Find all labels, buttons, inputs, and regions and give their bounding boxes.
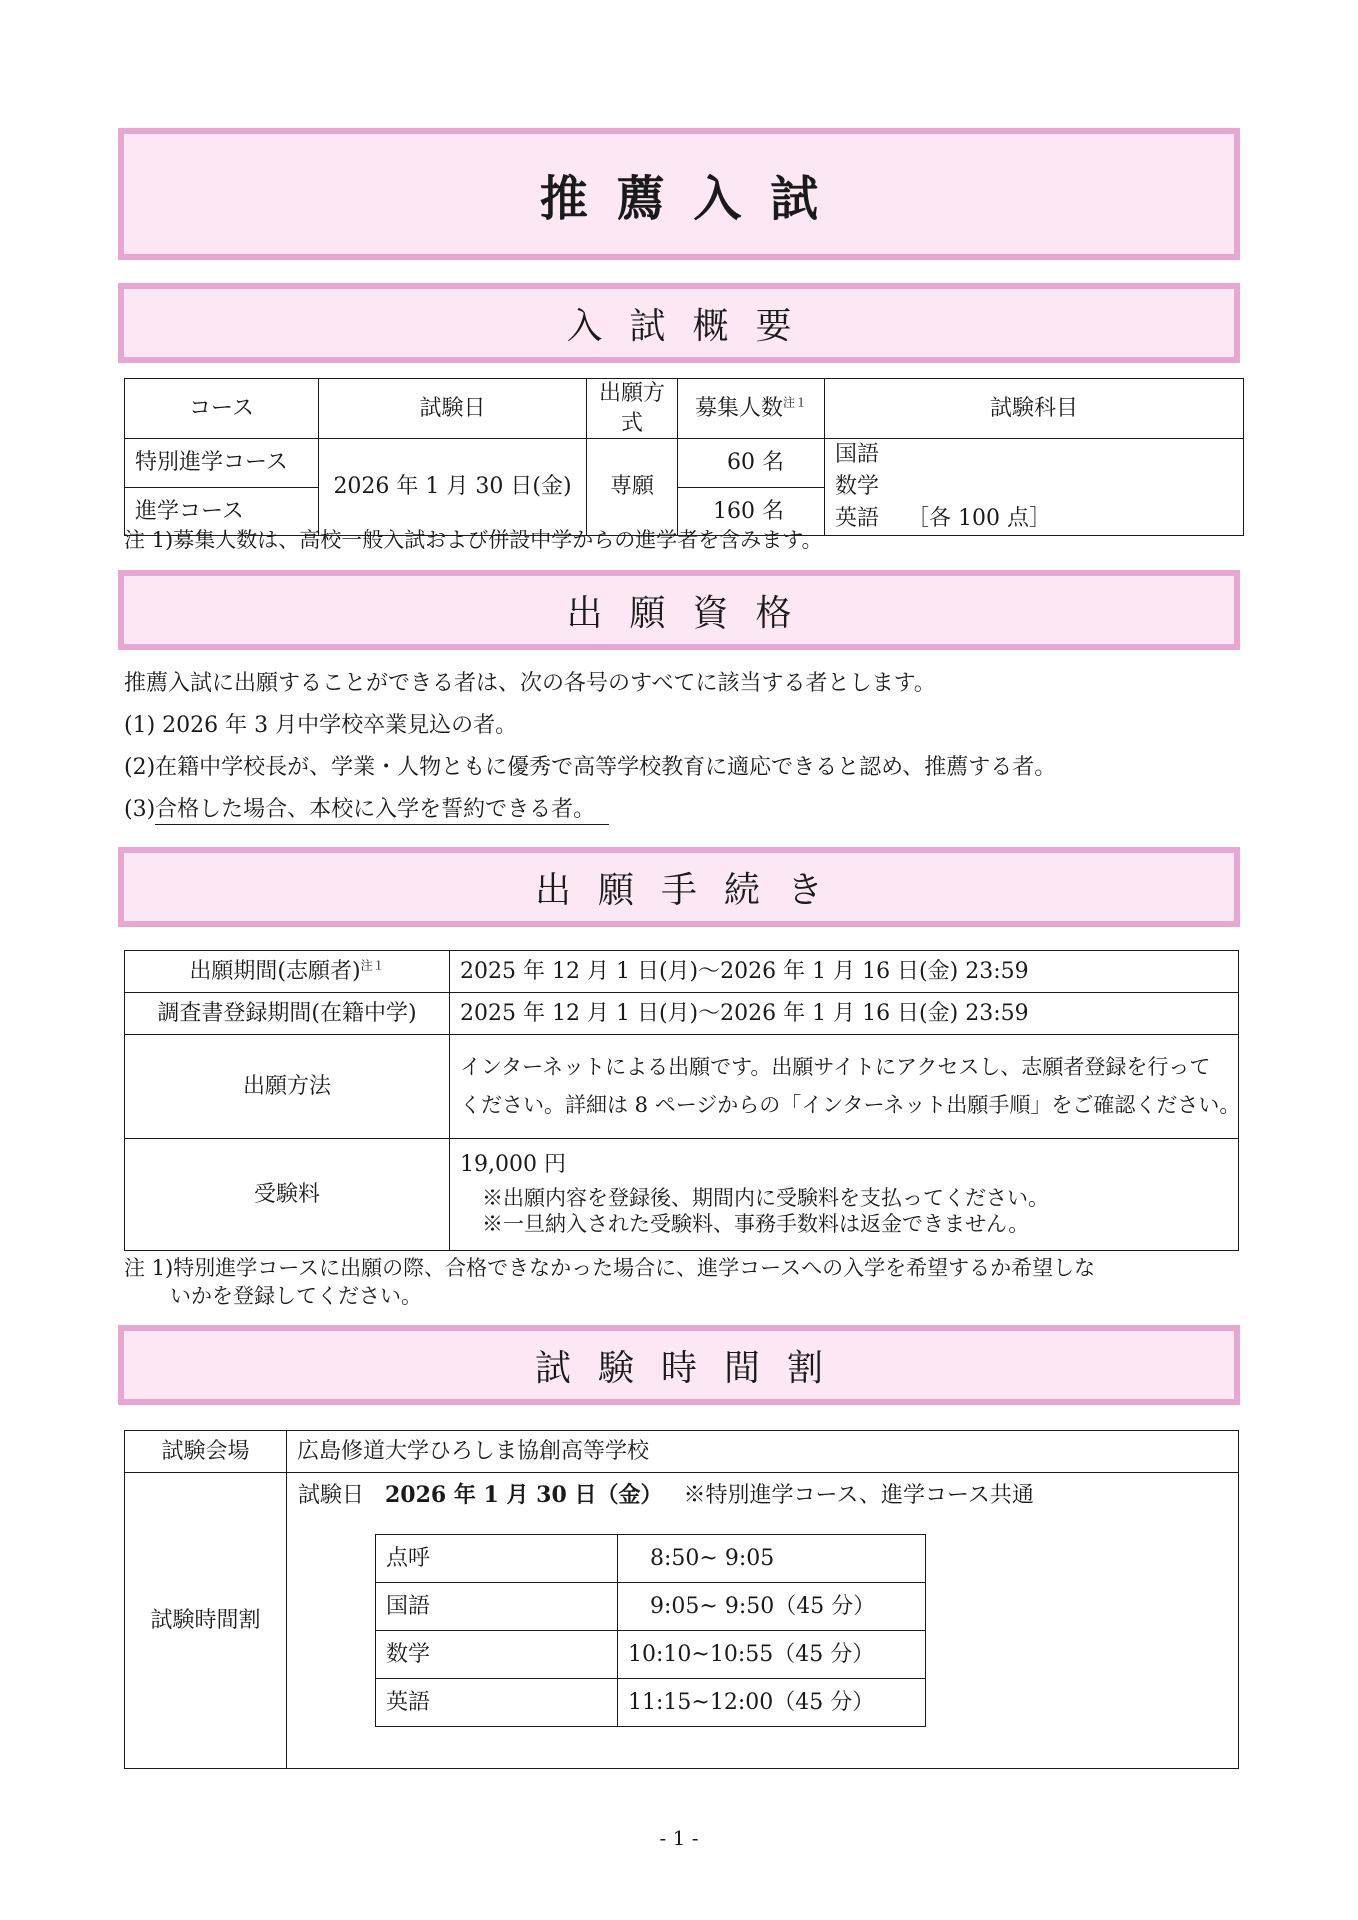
period-value: 2025 年 12 月 1 日(月)～2026 年 1 月 16 日(金) 23:59 [450, 951, 1239, 993]
exam-day-note: ※特別進学コース、進学コース共通 [683, 1483, 1034, 1508]
timetable-item-1: 国語 [376, 1583, 618, 1631]
report-label: 調査書登録期間(在籍中学) [125, 993, 450, 1035]
eligibility-item-1: (1) 2026 年 3 月中学校卒業見込の者。 [124, 713, 518, 738]
exam-date: 2026 年 1 月 30 日(金) [319, 439, 587, 536]
eligibility-heading: 出願資格 [566, 592, 819, 634]
header-date: 試験日 [319, 379, 587, 439]
subject-english: 英語 [835, 506, 880, 532]
course-special: 特別進学コース [125, 439, 319, 487]
overview-table [124, 378, 1244, 536]
timetable-item-2: 数学 [376, 1631, 618, 1679]
fee-value-cell [450, 1139, 1239, 1251]
fee-note-1: ※出願内容を登録後、期間内に受験料を支払ってください。 [482, 1185, 1049, 1210]
venue-label: 試験会場 [125, 1431, 287, 1473]
method-line-1: インターネットによる出願です。出願サイトにアクセスし、志願者登録を行って [460, 1054, 1211, 1079]
subject-points: ［各 100 点］ [907, 506, 1051, 532]
timetable-time-1: 9:05~ 9:50（45 分） [618, 1583, 926, 1631]
procedure-heading-banner [118, 847, 1240, 927]
overview-heading: 入試概要 [566, 305, 819, 347]
subject-math: 数学 [835, 474, 880, 500]
eligibility-item-2: (2)在籍中学校長が、学業・人物ともに優秀で高等学校教育に適応できると認め、推薦する者。 [124, 755, 1057, 780]
subject-english-row [835, 503, 1233, 535]
period-label: 出願期間(志願者) [189, 958, 361, 984]
header-capacity [678, 379, 825, 439]
page-title: 推薦入試 [539, 170, 847, 227]
header-method: 出願方式 [587, 379, 678, 439]
header-capacity-note: 注１ [783, 395, 808, 410]
timetable-time-0: 8:50~ 9:05 [618, 1535, 926, 1583]
eligibility-item-3-text: 合格した場合、本校に入学を誓約できる者。 [155, 797, 609, 825]
venue-value: 広島修道大学ひろしま協創高等学校 [287, 1431, 1239, 1473]
method-value [450, 1035, 1239, 1139]
capacity-regular: 160 名 [678, 487, 825, 535]
eligibility-heading-banner [118, 570, 1240, 650]
fee-label: 受験料 [125, 1139, 450, 1251]
exam-day-value: 2026 年 1 月 30 日（金） [385, 1482, 663, 1508]
subject-japanese: 国語 [835, 442, 880, 468]
procedure-table [124, 950, 1239, 1251]
eligibility-intro: 推薦入試に出願することができる者は、次の各号のすべてに該当する者とします。 [124, 671, 936, 696]
procedure-note-line-1: 注 1)特別進学コースに出願の際、合格できなかった場合に、進学コースへの入学を希望するか希望しな [124, 1256, 1096, 1280]
timetable-item-3: 英語 [376, 1679, 618, 1727]
eligibility-item-3 [124, 792, 609, 823]
method-line-2: ください。詳細は 8 ページからの「インターネット出願手順」をご確認ください。 [460, 1092, 1241, 1117]
fee-note-2: ※一旦納入された受験料、事務手数料は返金できません。 [482, 1211, 1030, 1236]
period-note: 注１ [360, 958, 385, 973]
page-number: - 1 - [659, 1826, 699, 1850]
application-method: 専願 [587, 439, 678, 536]
fee-value: 19,000 円 [460, 1152, 566, 1177]
timetable-inner [375, 1534, 926, 1727]
overview-note: 注 1)募集人数は、高校一般入試および併設中学からの進学者を含みます。 [124, 528, 823, 552]
method-label: 出願方法 [125, 1035, 450, 1139]
timetable-label: 試験時間割 [125, 1473, 287, 1769]
schedule-heading: 試験時間割 [534, 1347, 850, 1389]
timetable-time-2: 10:10~10:55（45 分） [618, 1631, 926, 1679]
course-regular: 進学コース [125, 487, 319, 535]
title-banner [118, 128, 1240, 260]
report-value: 2025 年 12 月 1 日(月)～2026 年 1 月 16 日(金) 23:59 [450, 993, 1239, 1035]
period-label-cell [125, 951, 450, 993]
subjects-cell [825, 439, 1244, 536]
header-course: コース [125, 379, 319, 439]
capacity-special: 60 名 [678, 439, 825, 487]
timetable-time-3: 11:15~12:00（45 分） [618, 1679, 926, 1727]
procedure-heading: 出願手続き [534, 869, 850, 911]
header-capacity-label: 募集人数 [694, 395, 783, 421]
overview-heading-banner [118, 283, 1240, 363]
schedule-heading-banner [118, 1325, 1240, 1405]
exam-day-label: 試験日 [298, 1483, 365, 1508]
timetable-item-0: 点呼 [376, 1535, 618, 1583]
exam-day-line [298, 1478, 1034, 1509]
header-subjects: 試験科目 [825, 379, 1244, 439]
procedure-note-line-2: いかを登録してください。 [170, 1284, 422, 1308]
eligibility-item-3-prefix: (3) [124, 797, 156, 822]
